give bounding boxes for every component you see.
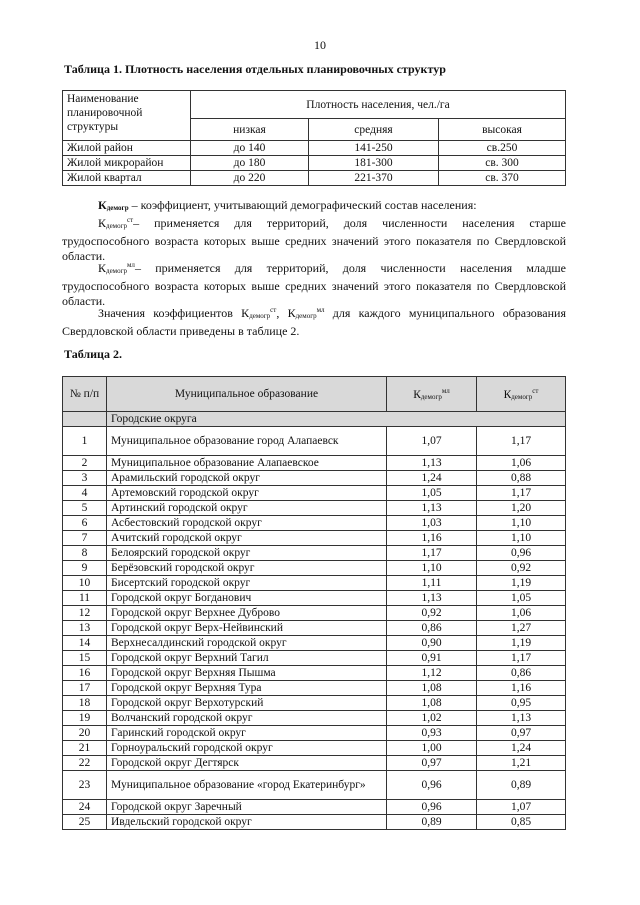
k-st-value: 1,06 xyxy=(477,456,566,471)
row-number: 11 xyxy=(63,591,107,606)
k-st-value: 0,96 xyxy=(477,546,566,561)
k-st-value: 0,92 xyxy=(477,561,566,576)
table-row: Жилой микрорайон до 180 181-300 св. 300 xyxy=(63,156,566,171)
k-ml-value: 0,96 xyxy=(387,800,477,815)
table2-title: Таблица 2. xyxy=(64,347,122,361)
row-number: 19 xyxy=(63,711,107,726)
table-row xyxy=(63,800,566,815)
municipality-name: Верхнесалдинский городской округ xyxy=(107,636,387,651)
row-number: 5 xyxy=(63,501,107,516)
municipality-name: Асбестовский городской округ xyxy=(107,516,387,531)
table-row xyxy=(63,531,566,546)
header-k-st: $К_{демогр}^{ст}$ xyxy=(477,377,566,412)
table-row xyxy=(63,471,566,486)
table-row xyxy=(63,486,566,501)
municipality-name: Муниципальное образование Алапаевское xyxy=(107,456,387,471)
group-row xyxy=(63,412,566,427)
k-st-value: 1,05 xyxy=(477,591,566,606)
k-st-value: 0,88 xyxy=(477,471,566,486)
table-row xyxy=(63,621,566,636)
table-row xyxy=(63,516,566,531)
row-number: 24 xyxy=(63,800,107,815)
row-number: 4 xyxy=(63,486,107,501)
row-number: 23 xyxy=(63,771,107,800)
k-st-value: 0,89 xyxy=(477,771,566,800)
k-st-value: 1,21 xyxy=(477,756,566,771)
table-row xyxy=(63,726,566,741)
municipality-name: Ивдельский городской округ xyxy=(107,815,387,830)
header-density: Плотность населения, чел./га xyxy=(191,91,566,119)
k-st-value: 1,17 xyxy=(477,427,566,456)
k-ml-value: 0,97 xyxy=(387,756,477,771)
table-row xyxy=(63,771,566,800)
k-ml-value: 1,00 xyxy=(387,741,477,756)
k-st-value: 0,85 xyxy=(477,815,566,830)
k-ml-value: 1,11 xyxy=(387,576,477,591)
municipality-name: Артемовский городской округ xyxy=(107,486,387,501)
row-number: 1 xyxy=(63,427,107,456)
table-row xyxy=(63,636,566,651)
municipality-name: Городской округ Богданович xyxy=(107,591,387,606)
k-st-value: 1,06 xyxy=(477,606,566,621)
table-row xyxy=(63,741,566,756)
k-st-value: 1,17 xyxy=(477,651,566,666)
k-st-value: 0,95 xyxy=(477,696,566,711)
k-st-value: 1,19 xyxy=(477,576,566,591)
row-number: 22 xyxy=(63,756,107,771)
row-number: 18 xyxy=(63,696,107,711)
k-st-value: 1,10 xyxy=(477,531,566,546)
row-number: 12 xyxy=(63,606,107,621)
k-st-value: 0,97 xyxy=(477,726,566,741)
k-ml-value: 0,86 xyxy=(387,621,477,636)
table-row xyxy=(63,815,566,830)
municipality-name: Горноуральский городской округ xyxy=(107,741,387,756)
row-number: 13 xyxy=(63,621,107,636)
k-ml-value: 1,08 xyxy=(387,696,477,711)
row-number: 16 xyxy=(63,666,107,681)
k-st-value: 1,17 xyxy=(477,486,566,501)
row-number: 20 xyxy=(63,726,107,741)
k-ml-value: 1,12 xyxy=(387,666,477,681)
paragraph-ml-coefficient: $К_{демогр}^{мл}-$ применяется для территорий, доля численности населения младше трудоспособного возраста которых выше средних значений этого показателя по Свердловской области. xyxy=(62,261,566,308)
municipality-name: Бисертский городской округ xyxy=(107,576,387,591)
k-ml-value: 0,91 xyxy=(387,651,477,666)
table-row xyxy=(63,696,566,711)
k-ml-value: 0,96 xyxy=(387,771,477,800)
k-ml-value: 1,13 xyxy=(387,591,477,606)
table-row xyxy=(63,427,566,456)
k-st-value: 0,86 xyxy=(477,666,566,681)
table-row xyxy=(63,651,566,666)
k-ml-value: 1,16 xyxy=(387,531,477,546)
row-number: 7 xyxy=(63,531,107,546)
k-ml-value: 1,24 xyxy=(387,471,477,486)
header-number: № п/п xyxy=(63,377,107,412)
table-row xyxy=(63,606,566,621)
table1-title: Таблица 1. Плотность населения отдельных планировочных структур xyxy=(64,62,446,76)
k-st-value: 1,19 xyxy=(477,636,566,651)
k-ml-value: 1,02 xyxy=(387,711,477,726)
municipality-name: Городской округ Верхнее Дуброво xyxy=(107,606,387,621)
table-row xyxy=(63,756,566,771)
coefficients-table xyxy=(62,376,566,830)
header-k-ml: $К_{демогр}^{мл}$ xyxy=(387,377,477,412)
municipality-name: Городской округ Верхняя Тура xyxy=(107,681,387,696)
municipality-name: Городской округ Верхотурский xyxy=(107,696,387,711)
row-number: 9 xyxy=(63,561,107,576)
table-row xyxy=(63,576,566,591)
k-ml-value: 0,92 xyxy=(387,606,477,621)
row-number: 21 xyxy=(63,741,107,756)
table-row xyxy=(63,591,566,606)
header-municipality: Муниципальное образование xyxy=(107,377,387,412)
row-number: 15 xyxy=(63,651,107,666)
municipality-name: Арамильский городской округ xyxy=(107,471,387,486)
k-ml-value: 1,08 xyxy=(387,681,477,696)
k-ml-value: 1,07 xyxy=(387,427,477,456)
k-ml-value: 1,13 xyxy=(387,501,477,516)
k-st-value: 1,16 xyxy=(477,681,566,696)
table-row xyxy=(63,561,566,576)
header-structure-name: Наименование планировочной структуры xyxy=(63,91,191,141)
row-number: 17 xyxy=(63,681,107,696)
table-row xyxy=(63,666,566,681)
row-number: 2 xyxy=(63,456,107,471)
paragraph-st-coefficient: $К_{демогр}^{ст}-$ применяется для территорий, доля численности населения старше трудоспособного возраста которых выше средних значений этого показателя по Свердловской области. xyxy=(62,216,566,263)
municipality-name: Белоярский городской округ xyxy=(107,546,387,561)
density-table xyxy=(62,90,566,186)
k-st-value: 1,13 xyxy=(477,711,566,726)
table-row xyxy=(63,681,566,696)
table-row xyxy=(63,546,566,561)
municipality-name: Берёзовский городской округ xyxy=(107,561,387,576)
municipality-name: Артинский городской округ xyxy=(107,501,387,516)
municipality-name: Городской округ Заречный xyxy=(107,800,387,815)
k-ml-value: 1,10 xyxy=(387,561,477,576)
row-number: 14 xyxy=(63,636,107,651)
municipality-name: Ачитский городской округ xyxy=(107,531,387,546)
paragraph-coefficient-definition: $К_{демогр}$ – коэффициент, учитывающий демографический состав населения: xyxy=(98,198,477,212)
page-number: 10 xyxy=(314,38,326,52)
group-label: Городские округа xyxy=(107,412,566,427)
row-number: 8 xyxy=(63,546,107,561)
municipality-name: Городской округ Верх-Нейвинский xyxy=(107,621,387,636)
row-number: 25 xyxy=(63,815,107,830)
k-st-value: 1,10 xyxy=(477,516,566,531)
municipality-name: Городской округ Дегтярск xyxy=(107,756,387,771)
municipality-name: Волчанский городской округ xyxy=(107,711,387,726)
row-number: 10 xyxy=(63,576,107,591)
row-number: 3 xyxy=(63,471,107,486)
municipality-name: Муниципальное образование «город Екатеринбург» xyxy=(107,771,387,800)
table-row: Жилой район до 140 141-250 св.250 xyxy=(63,141,566,156)
k-ml-value: 1,03 xyxy=(387,516,477,531)
paragraph-coefficient-values: Значения коэффициентов $К_{демогр}^{ст}$, $К_{демогр}^{мл}$ для каждого муниципального образования Свердловской области приведены в таблице 2. xyxy=(62,306,566,338)
municipality-name: Муниципальное образование город Алапаевск xyxy=(107,427,387,456)
header-high: высокая xyxy=(439,119,566,141)
k-ml-value: 1,17 xyxy=(387,546,477,561)
header-low: низкая xyxy=(191,119,309,141)
k-ml-value: 1,13 xyxy=(387,456,477,471)
k-ml-value: 0,89 xyxy=(387,815,477,830)
municipality-name: Городской округ Верхняя Пышма xyxy=(107,666,387,681)
municipality-name: Гаринский городской округ xyxy=(107,726,387,741)
k-st-value: 1,27 xyxy=(477,621,566,636)
row-number: 6 xyxy=(63,516,107,531)
municipality-name: Городской округ Верхний Тагил xyxy=(107,651,387,666)
k-st-value: 1,07 xyxy=(477,800,566,815)
k-ml-value: 0,90 xyxy=(387,636,477,651)
table-row xyxy=(63,501,566,516)
k-ml-value: 0,93 xyxy=(387,726,477,741)
table-row xyxy=(63,711,566,726)
header-mid: средняя xyxy=(309,119,439,141)
table-row: Жилой квартал до 220 221-370 св. 370 xyxy=(63,171,566,186)
table-row xyxy=(63,456,566,471)
k-st-value: 1,24 xyxy=(477,741,566,756)
k-ml-value: 1,05 xyxy=(387,486,477,501)
k-st-value: 1,20 xyxy=(477,501,566,516)
